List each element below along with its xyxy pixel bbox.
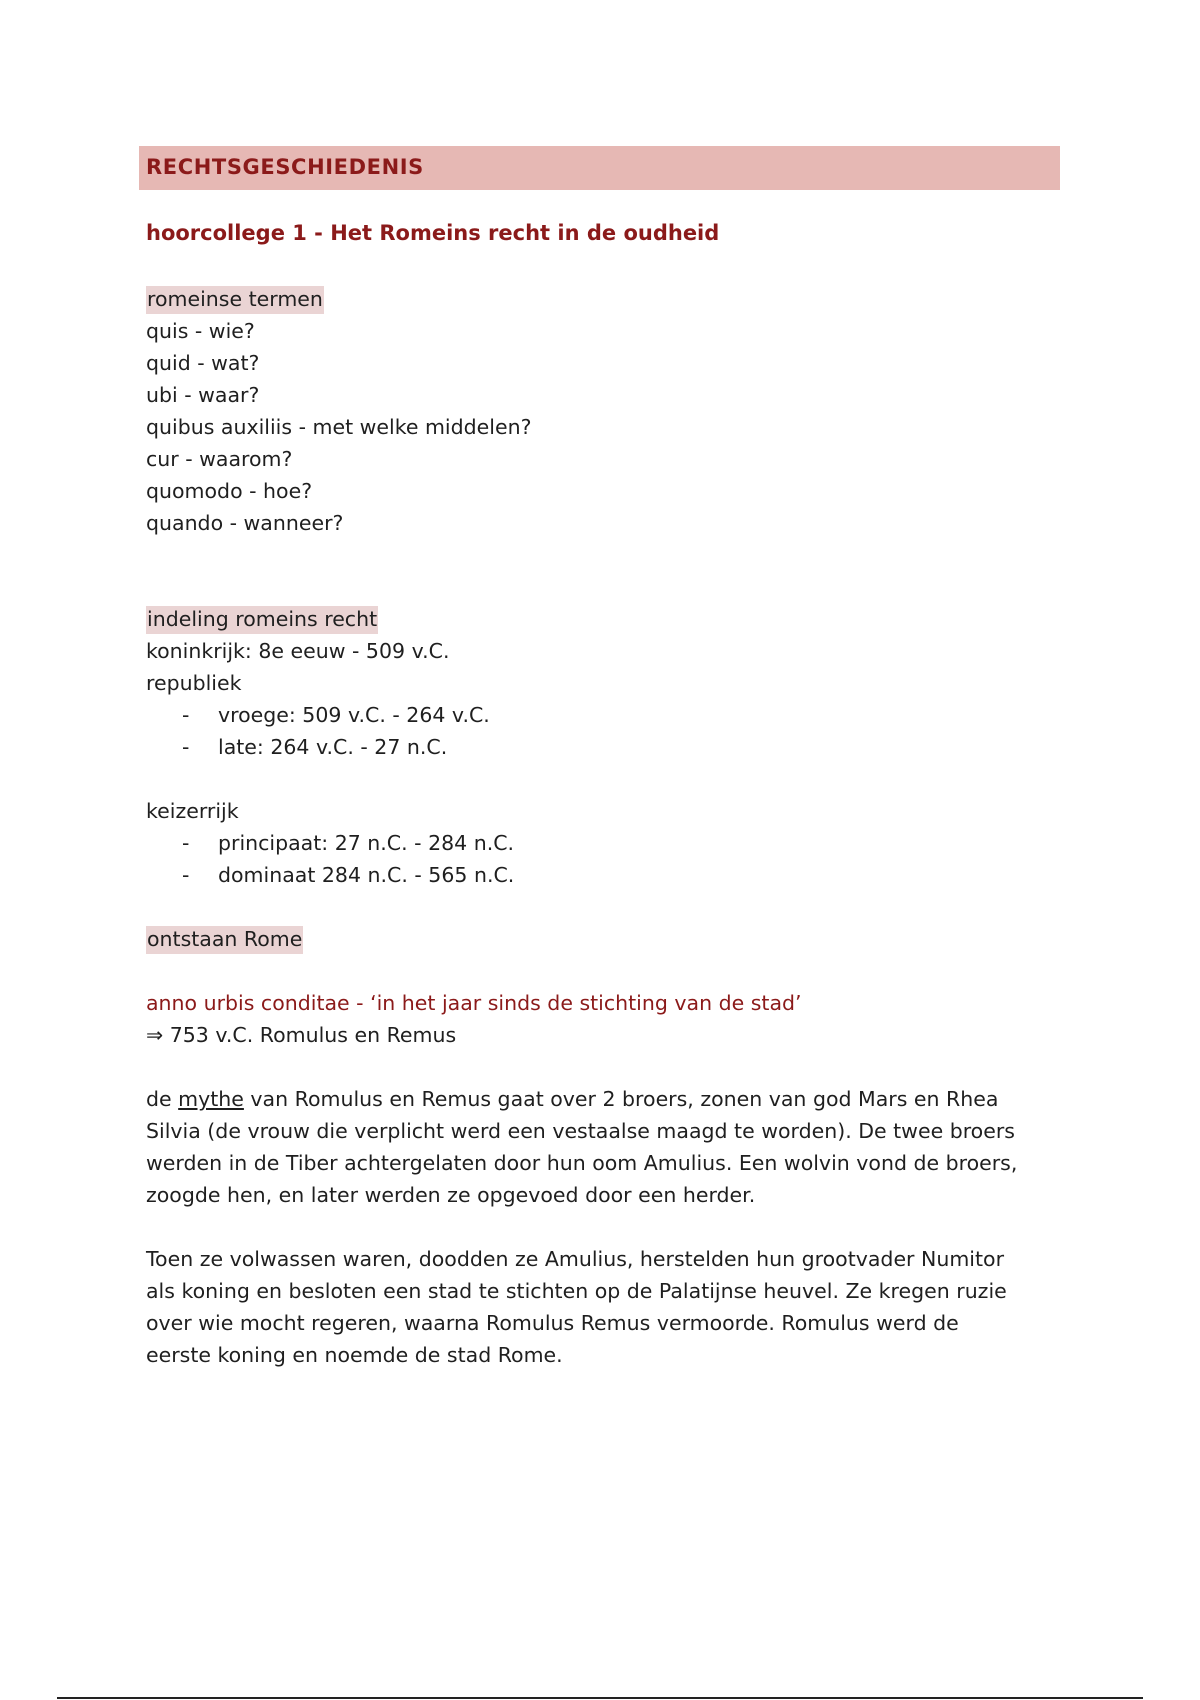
founding-paragraph	[146, 1243, 1066, 1371]
empire-item-text: principaat: 27 n.C. - 284 n.C.	[218, 831, 515, 855]
term-item: quid - wat?	[146, 351, 260, 375]
terms-section	[146, 283, 531, 539]
empire-item	[146, 827, 514, 859]
empire-line: keizerrijk	[146, 799, 239, 823]
division-section	[146, 603, 514, 891]
paragraph-line: eerste koning en noemde de stad Rome.	[146, 1343, 563, 1367]
list-dash: -	[182, 863, 190, 887]
paragraph-line: zoogde hen, en later werden ze opgevoed door een herder.	[146, 1183, 756, 1207]
terms-heading: romeinse termen	[146, 286, 324, 314]
myth-paragraph	[146, 1083, 1066, 1211]
term-item: quomodo - hoe?	[146, 479, 313, 503]
term-item: quando - wanneer?	[146, 511, 344, 535]
empire-item	[146, 859, 514, 891]
republic-item	[146, 731, 514, 763]
mythe-underlined: mythe	[178, 1087, 244, 1111]
origin-heading: ontstaan Rome	[146, 926, 303, 954]
republic-item-text: vroege: 509 v.C. - 264 v.C.	[218, 703, 490, 727]
empire-item-text: dominaat 284 n.C. - 565 n.C.	[218, 863, 515, 887]
list-dash: -	[182, 735, 190, 759]
republic-line: republiek	[146, 671, 242, 695]
division-heading: indeling romeins recht	[146, 606, 378, 634]
paragraph-line: Silvia (de vrouw die verplicht werd een vestaalse maagd te worden). De twee broers	[146, 1119, 1015, 1143]
bottom-divider	[57, 1697, 1143, 1699]
list-dash: -	[182, 831, 190, 855]
paragraph-line: Toen ze volwassen waren, doodden ze Amulius, herstelden hun grootvader Numitor	[146, 1247, 1004, 1271]
term-item: ubi - waar?	[146, 383, 260, 407]
lecture-title: hoorcollege 1 - Het Romeins recht in de oudheid	[146, 221, 720, 245]
paragraph-line: als koning en besloten een stad te stichten op de Palatijnse heuvel. Ze kregen ruzie	[146, 1279, 1007, 1303]
origin-section	[146, 923, 802, 1051]
title-banner	[139, 146, 1060, 190]
paragraph-text: van Romulus en Remus gaat over 2 broers, zonen van god Mars en Rhea	[243, 1087, 999, 1111]
term-item: cur - waarom?	[146, 447, 293, 471]
term-item: quis - wie?	[146, 319, 255, 343]
paragraph-line: over wie mocht regeren, waarna Romulus Remus vermoorde. Romulus werd de	[146, 1311, 959, 1335]
list-dash: -	[182, 703, 190, 727]
kingdom-line: koninkrijk: 8e eeuw - 509 v.C.	[146, 639, 450, 663]
paragraph-line: werden in de Tiber achtergelaten door hun oom Amulius. Een wolvin vond de broers,	[146, 1151, 1018, 1175]
auc-line: anno urbis conditae - ‘in het jaar sinds de stichting van de stad’	[146, 991, 802, 1015]
document-title: RECHTSGESCHIEDENIS	[146, 155, 424, 179]
term-item: quibus auxiliis - met welke middelen?	[146, 415, 532, 439]
founding-line: ⇒ 753 v.C. Romulus en Remus	[146, 1023, 457, 1047]
paragraph-text: de	[146, 1087, 179, 1111]
republic-item-text: late: 264 v.C. - 27 n.C.	[218, 735, 448, 759]
republic-item	[146, 699, 514, 731]
